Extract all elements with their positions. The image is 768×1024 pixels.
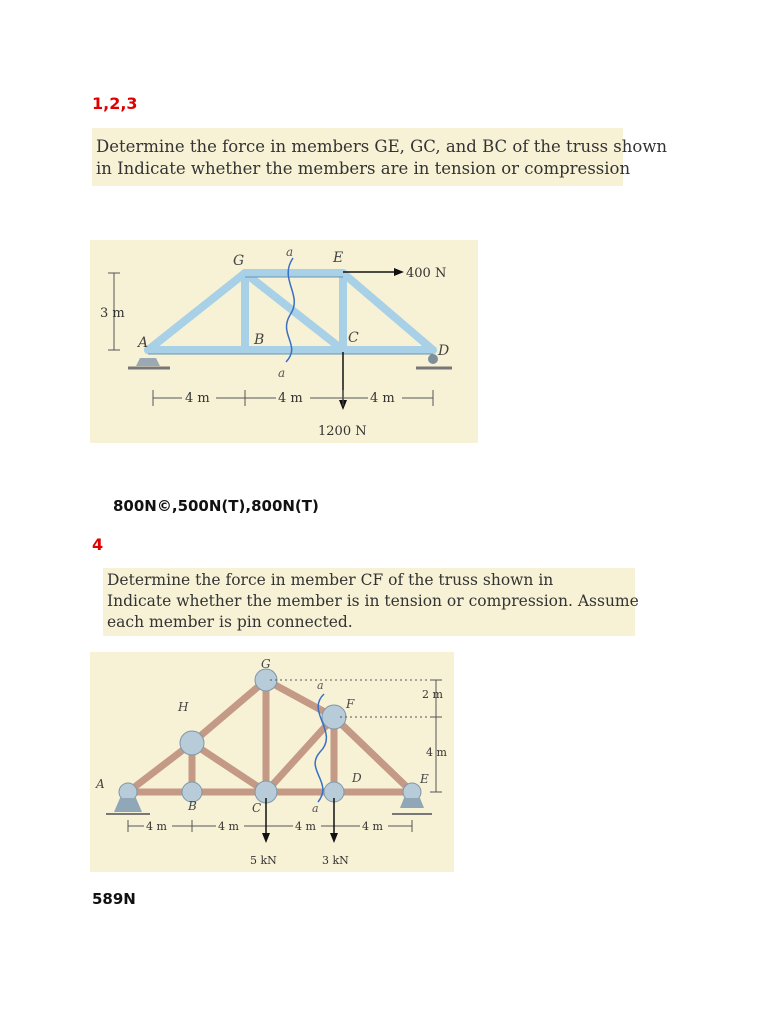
problem-line: Indicate whether the member is in tension or compression. Assume — [107, 592, 639, 610]
roller-support — [428, 354, 438, 364]
problem-statement-1 — [92, 128, 668, 186]
dimension-span: 4 m — [295, 820, 316, 833]
node-label-g: G — [233, 253, 245, 269]
dimension-mid: 4 m — [426, 746, 447, 759]
section-label: a — [312, 802, 319, 815]
dimension-height: 3 m — [100, 306, 125, 321]
question-number-1: 1,2,3 — [92, 94, 138, 113]
node-label-a: A — [138, 335, 149, 351]
node-label-b: B — [188, 799, 197, 813]
load-label: 5 kN — [250, 854, 277, 867]
section-label: a — [286, 245, 294, 259]
problem-line: Determine the force in member CF of the truss shown in — [107, 571, 554, 589]
answer-1: 800N©,500N(T),800N(T) — [113, 497, 319, 515]
dimension-span: 4 m — [146, 820, 167, 833]
node-label-h: H — [178, 700, 189, 714]
force-label-horizontal: 400 N — [406, 266, 447, 281]
truss-figure-4 — [90, 652, 454, 872]
problem-statement-4 — [103, 568, 639, 636]
force-label-vertical: 1200 N — [318, 424, 367, 439]
load-label: 3 kN — [322, 854, 349, 867]
node-label-g: G — [261, 657, 271, 671]
problem-line: Determine the force in members GE, GC, and BC of the truss shown — [96, 137, 668, 156]
truss-figure-1 — [90, 240, 478, 443]
dimension-span: 4 m — [218, 820, 239, 833]
node-label-a: A — [96, 777, 105, 791]
node-label-e: E — [333, 250, 344, 266]
node-label-f: F — [346, 697, 355, 711]
section-label: a — [317, 679, 324, 692]
dimension-span: 4 m — [362, 820, 383, 833]
node-label-d: D — [352, 771, 362, 785]
pin-support — [136, 358, 160, 366]
node-label-c: C — [252, 801, 262, 815]
section-label: a — [278, 366, 286, 380]
question-number-4: 4 — [92, 535, 104, 554]
node-label-c: C — [348, 330, 359, 346]
dimension-span: 4 m — [278, 391, 303, 406]
dimension-top: 2 m — [422, 688, 443, 701]
problem-line: in Indicate whether the members are in tension or compression — [96, 159, 631, 178]
dimension-span: 4 m — [185, 391, 210, 406]
node-label-e: E — [420, 772, 429, 786]
problem-line: each member is pin connected. — [107, 613, 353, 631]
node-label-d: D — [438, 343, 450, 359]
node-label-b: B — [254, 332, 265, 348]
answer-4: 589N — [92, 890, 136, 908]
dimension-span: 4 m — [370, 391, 395, 406]
roller-support — [400, 798, 424, 808]
